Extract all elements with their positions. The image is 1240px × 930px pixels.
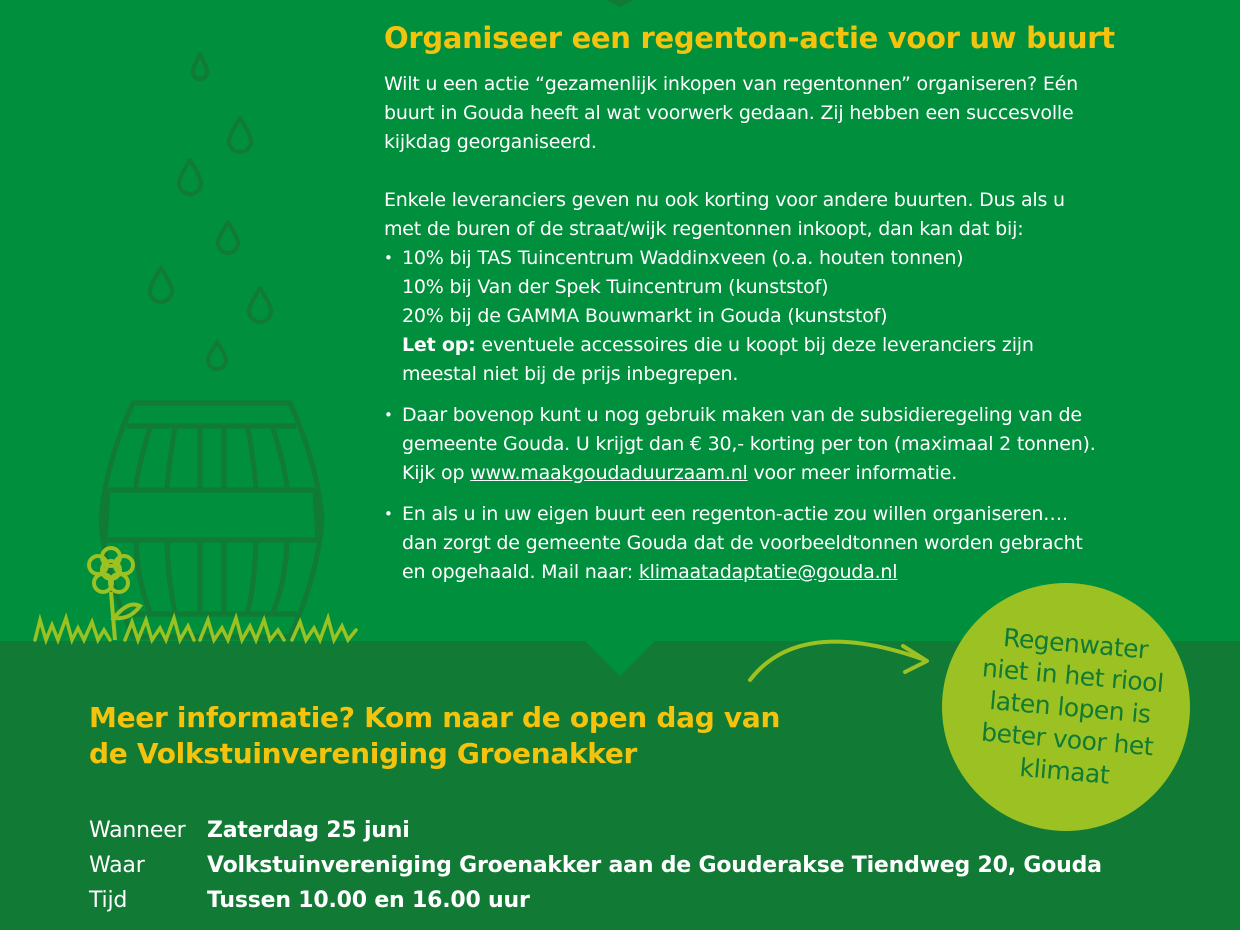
- barrel-icon: [101, 403, 322, 637]
- slogan-line: beter voor het: [980, 717, 1155, 762]
- intro-line: Wilt u een actie “gezamenlijk inkopen van regentonnen” organiseren? Eén: [384, 73, 1079, 95]
- main-body: [384, 70, 1184, 587]
- discount-list-item: [384, 244, 1184, 389]
- subsidy-line: • Daar bovenop kunt u nog gebruik maken van de subsidieregeling van de: [402, 404, 1082, 426]
- note-text: eventuele accessoires die u koopt bij deze leveranciers zijn: [475, 334, 1034, 356]
- discount-intro-line: met de buren of de straat/wijk regentonnen inkoopt, dan kan dat bij:: [384, 218, 1024, 240]
- detail-label: Tijd: [89, 888, 128, 913]
- bullet-list: [384, 244, 1184, 587]
- detail-row-time: [89, 883, 1102, 918]
- subsidy-line: [402, 459, 1184, 488]
- email-link[interactable]: klimaatadaptatie@gouda.nl: [638, 561, 898, 583]
- raindrop-icon: [208, 342, 226, 369]
- slogan-line: Regenwater: [1002, 622, 1150, 665]
- intro-line: buurt in Gouda heeft al wat voorwerk gedaan. Zij hebben een succesvolle: [384, 102, 1074, 124]
- note-line: meestal niet bij de prijs inbegrepen.: [402, 363, 739, 385]
- event-details: [89, 813, 1102, 918]
- raindrop-icon: [179, 160, 201, 194]
- raindrop-icon: [229, 118, 251, 152]
- subsidy-list-item: [384, 401, 1184, 488]
- note-line: [402, 331, 1184, 360]
- action-line: • En als u in uw eigen buurt een regenton-actie zou willen organiseren….: [402, 503, 1068, 525]
- discount-intro-line: Enkele leveranciers geven nu ook korting voor andere buurten. Dus als u: [384, 189, 1065, 211]
- detail-value: Zaterdag 25 juni: [207, 818, 410, 843]
- slogan-line: klimaat: [1018, 752, 1111, 790]
- detail-value: Volkstuinvereniging Groenakker aan de Gouderakse Tiendweg 20, Gouda: [207, 853, 1102, 878]
- detail-row-where: [89, 848, 1102, 883]
- subsidy-post: voor meer informatie.: [747, 462, 958, 484]
- detail-label: Waar: [89, 853, 145, 878]
- section-notch: [585, 641, 655, 676]
- info-title: [89, 700, 780, 772]
- slogan-line: niet in het riool: [980, 653, 1165, 698]
- detail-label: Wanneer: [89, 818, 186, 843]
- paragraph-gap: [384, 157, 1184, 186]
- subsidy-line: gemeente Gouda. U krijgt dan € 30,- korting per ton (maximaal 2 tonnen).: [402, 433, 1096, 455]
- action-list-item: [384, 500, 1184, 587]
- detail-value: Tussen 10.00 en 16.00 uur: [207, 888, 530, 913]
- intro-line: kijkdag georganiseerd.: [384, 131, 597, 153]
- note-label: Let op:: [402, 334, 476, 356]
- raindrop-icon: [218, 222, 238, 253]
- info-title-line: Meer informatie? Kom naar de open dag van: [89, 701, 781, 734]
- main-title: Organiseer een regenton-actie voor uw buurt: [384, 21, 1115, 55]
- action-pre: en opgehaald. Mail naar:: [402, 561, 639, 583]
- discount-item: • 10% bij TAS Tuincentrum Waddinxveen (o.a. houten tonnen): [402, 247, 964, 269]
- info-title-line: de Volkstuinvereniging Groenakker: [89, 737, 638, 770]
- slogan-line: laten lopen is: [988, 686, 1152, 729]
- action-line: dan zorgt de gemeente Gouda dat de voorbeeldtonnen worden gebracht: [402, 532, 1083, 554]
- slogan-text: [965, 620, 1174, 796]
- raindrop-icon: [249, 288, 271, 322]
- raindrop-icon: [150, 268, 172, 302]
- rain-barrel-illustration: [0, 0, 370, 650]
- intro-paragraph: [384, 70, 1184, 157]
- discount-item: 20% bij de GAMMA Bouwmarkt in Gouda (kunststof): [402, 305, 888, 327]
- subsidy-pre: Kijk op: [402, 462, 471, 484]
- discount-item: 10% bij Van der Spek Tuincentrum (kunststof): [402, 276, 829, 298]
- curved-arrow-icon: [740, 620, 940, 690]
- raindrop-icon: [193, 54, 207, 79]
- discount-intro: [384, 186, 1184, 244]
- detail-row-when: [89, 813, 1102, 848]
- top-notch: [606, 0, 634, 7]
- website-link[interactable]: www.maakgoudaduurzaam.nl: [470, 462, 748, 484]
